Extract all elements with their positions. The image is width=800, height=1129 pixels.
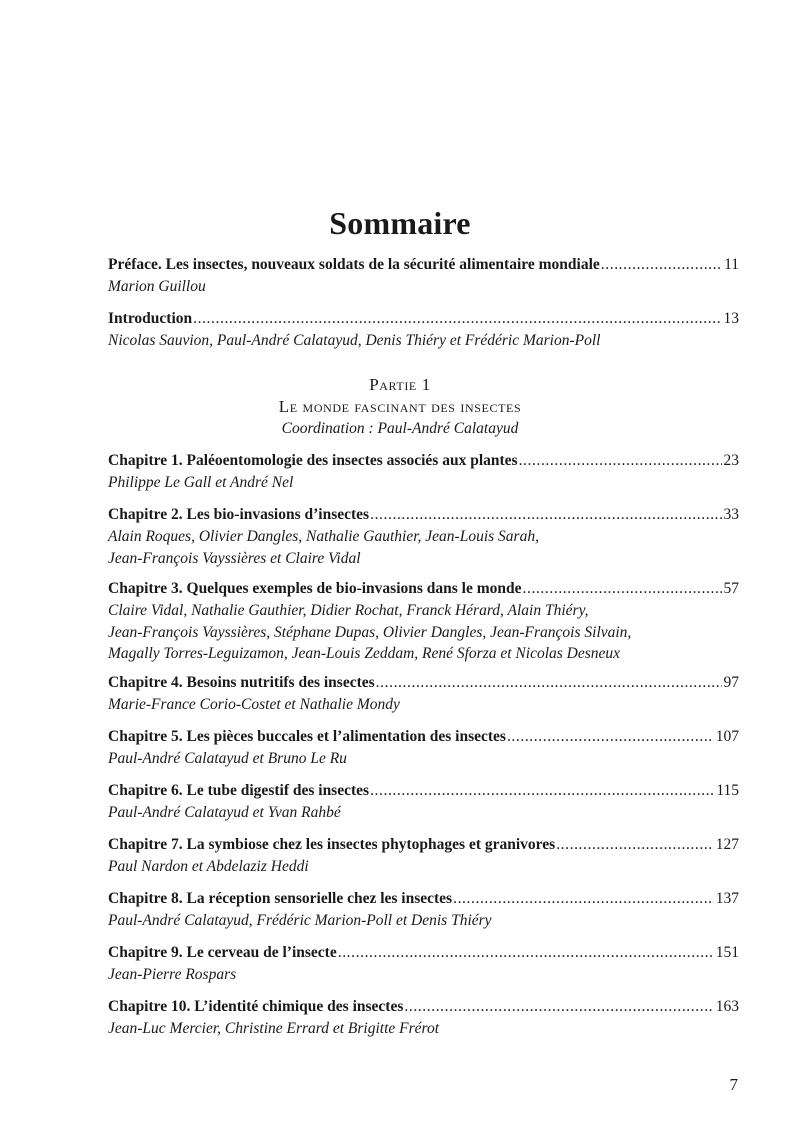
dot-leader bbox=[376, 672, 722, 694]
toc-entry-line bbox=[108, 996, 739, 1018]
toc-entry-chapter-1[interactable] bbox=[108, 450, 739, 494]
toc-page-number[interactable]: 97 bbox=[723, 674, 739, 691]
dot-leader bbox=[370, 504, 721, 526]
toc-entry-line bbox=[108, 578, 739, 600]
toc-page-number[interactable]: 137 bbox=[715, 890, 739, 907]
toc-entry-line bbox=[108, 834, 739, 856]
toc-entry-title[interactable]: Chapitre 3. Quelques exemples de bio-invasions dans le monde bbox=[108, 580, 522, 597]
toc-entry-title[interactable]: Chapitre 8. La réception sensorielle chez les insectes bbox=[108, 890, 453, 907]
part-label: Partie 1 bbox=[369, 375, 431, 394]
toc-entry-introduction[interactable] bbox=[108, 308, 739, 352]
toc-entry-line bbox=[108, 726, 739, 748]
toc-page-number[interactable]: 33 bbox=[723, 506, 739, 523]
author-line: Magally Torres-Leguizamon, Jean-Louis Zeddam, René Sforza et Nicolas Desneux bbox=[108, 645, 621, 662]
author-line: Jean-Luc Mercier, Christine Errard et Brigitte Frérot bbox=[108, 1020, 440, 1037]
toc-page-number[interactable]: 57 bbox=[723, 580, 739, 597]
toc-page-number[interactable]: 107 bbox=[715, 728, 739, 745]
toc-entry-authors bbox=[108, 748, 739, 770]
toc-entry-line bbox=[108, 672, 739, 694]
dot-leader bbox=[338, 942, 714, 964]
toc-entry-title[interactable]: Introduction bbox=[108, 310, 193, 327]
author-line: Paul-André Calatayud, Frédéric Marion-Poll et Denis Thiéry bbox=[108, 912, 492, 929]
toc-entry-authors bbox=[108, 276, 739, 298]
toc-entry-authors bbox=[108, 472, 739, 494]
author-line: Alain Roques, Olivier Dangles, Nathalie Gauthier, Jean-Louis Sarah, bbox=[108, 528, 539, 545]
author-line: Claire Vidal, Nathalie Gauthier, Didier Rochat, Franck Hérard, Alain Thiéry, bbox=[108, 602, 589, 619]
author-line: Paul Nardon et Abdelaziz Heddi bbox=[108, 858, 309, 875]
toc-page-number[interactable]: 115 bbox=[716, 782, 739, 799]
toc-page-number[interactable]: 11 bbox=[724, 256, 739, 273]
part-heading bbox=[0, 374, 800, 440]
toc-entry-title[interactable]: Préface. Les insectes, nouveaux soldats de la sécurité alimentaire mondiale bbox=[108, 256, 600, 273]
toc-entry-chapter-8[interactable] bbox=[108, 888, 739, 932]
toc-entry-authors bbox=[108, 910, 739, 932]
toc-entry-title[interactable]: Chapitre 4. Besoins nutritifs des insectes bbox=[108, 674, 375, 691]
toc-page-number[interactable]: 13 bbox=[723, 310, 739, 327]
toc-entry-chapter-4[interactable] bbox=[108, 672, 739, 716]
dot-leader bbox=[507, 726, 714, 748]
toc-entry-authors bbox=[108, 802, 739, 824]
dot-leader bbox=[523, 578, 722, 600]
toc-entry-title[interactable]: Chapitre 7. La symbiose chez les insectes phytophages et granivores bbox=[108, 836, 556, 853]
toc-entry-authors bbox=[108, 1018, 739, 1040]
author-line: Jean-François Vayssières, Stéphane Dupas, Olivier Dangles, Jean-François Silvain, bbox=[108, 623, 632, 641]
dot-leader bbox=[453, 888, 714, 910]
page-title: Sommaire bbox=[329, 205, 471, 242]
toc-entry-chapter-2[interactable] bbox=[108, 504, 739, 569]
toc-entry-chapter-7[interactable] bbox=[108, 834, 739, 878]
page-folio: 7 bbox=[729, 1075, 738, 1094]
dot-leader bbox=[519, 450, 722, 472]
dot-leader bbox=[556, 834, 714, 856]
toc-entry-chapter-9[interactable] bbox=[108, 942, 739, 986]
dot-leader bbox=[370, 780, 714, 802]
author-line: Marie-France Corio-Costet et Nathalie Mondy bbox=[108, 696, 400, 713]
toc-entry-title[interactable]: Chapitre 10. L’identité chimique des insectes bbox=[108, 998, 404, 1015]
toc-entry-preface[interactable] bbox=[108, 254, 739, 298]
toc-page-number[interactable]: 151 bbox=[715, 944, 739, 961]
toc-entry-authors bbox=[108, 330, 739, 352]
toc-entry-chapter-5[interactable] bbox=[108, 726, 739, 770]
toc-entry-authors bbox=[108, 600, 739, 665]
toc-entry-authors bbox=[108, 964, 739, 986]
toc-entry-line bbox=[108, 450, 739, 472]
toc-entry-line bbox=[108, 254, 739, 276]
toc-entry-chapter-10[interactable] bbox=[108, 996, 739, 1040]
author-line: Paul-André Calatayud et Bruno Le Ru bbox=[108, 750, 347, 767]
toc-entry-title[interactable]: Chapitre 6. Le tube digestif des insectes bbox=[108, 782, 370, 799]
toc-entry-authors bbox=[108, 694, 739, 716]
part-coordination: Coordination : Paul-André Calatayud bbox=[281, 420, 519, 437]
author-line: Paul-André Calatayud et Yvan Rahbé bbox=[108, 804, 341, 821]
toc-entry-line bbox=[108, 942, 739, 964]
toc-entry-chapter-6[interactable] bbox=[108, 780, 739, 824]
toc-entry-title[interactable]: Chapitre 1. Paléoentomologie des insectes associés aux plantes bbox=[108, 452, 518, 469]
dot-leader bbox=[404, 996, 713, 1018]
author-line: Jean-Pierre Rospars bbox=[108, 966, 237, 983]
toc-entry-line bbox=[108, 308, 739, 330]
dot-leader bbox=[601, 254, 722, 276]
part-title: Le monde fascinant des insectes bbox=[278, 397, 522, 416]
toc-page-number[interactable]: 23 bbox=[723, 452, 739, 469]
toc-page-number[interactable]: 127 bbox=[715, 836, 739, 853]
author-line: Nicolas Sauvion, Paul-André Calatayud, Denis Thiéry et Frédéric Marion-Poll bbox=[108, 332, 601, 349]
author-line: Marion Guillou bbox=[108, 278, 206, 295]
toc-page-number[interactable]: 163 bbox=[715, 998, 739, 1015]
toc-entry-line bbox=[108, 504, 739, 526]
author-line: Philippe Le Gall et André Nel bbox=[108, 474, 294, 491]
toc-entry-line bbox=[108, 780, 739, 802]
toc-entry-authors bbox=[108, 526, 739, 569]
author-line: Jean-François Vayssières et Claire Vidal bbox=[108, 549, 361, 567]
toc-entry-chapter-3[interactable] bbox=[108, 578, 739, 665]
toc-entry-line bbox=[108, 888, 739, 910]
dot-leader bbox=[193, 308, 721, 330]
toc-entry-title[interactable]: Chapitre 2. Les bio-invasions d’insectes bbox=[108, 506, 370, 523]
toc-entry-authors bbox=[108, 856, 739, 878]
toc-entry-title[interactable]: Chapitre 9. Le cerveau de l’insecte bbox=[108, 944, 337, 961]
toc-entry-title[interactable]: Chapitre 5. Les pièces buccales et l’alimentation des insectes bbox=[108, 728, 506, 745]
